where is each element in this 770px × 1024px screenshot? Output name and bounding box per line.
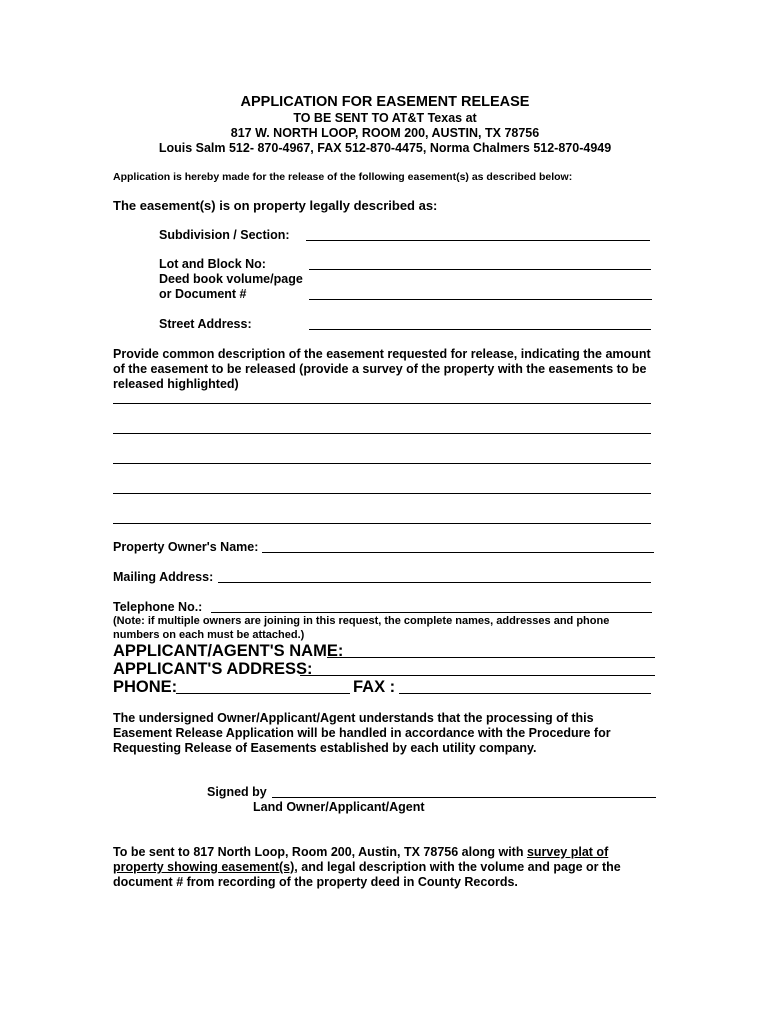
footer-text-1: To be sent to 817 North Loop, Room 200, Austin, TX 78756 along with	[113, 845, 527, 859]
telephone-field[interactable]	[211, 612, 652, 613]
fax-field[interactable]	[399, 693, 651, 694]
description-line-1: Provide common description of the easement requested for release, indicating the amount	[113, 347, 651, 361]
lot-block-label: Lot and Block No:	[159, 257, 266, 271]
understanding-line-2: Easement Release Application will be handled in accordance with the Procedure for	[113, 726, 611, 740]
send-to-line: TO BE SENT TO AT&T Texas at	[293, 111, 477, 125]
understanding-line-3: Requesting Release of Easements established by each utility company.	[113, 741, 537, 755]
intro-text: Application is hereby made for the release of the following easement(s) as described below:	[113, 171, 573, 183]
footer-underlined-2: property showing easement(s)	[113, 860, 295, 874]
address-line: 817 W. NORTH LOOP, ROOM 200, AUSTIN, TX 78756	[230, 126, 540, 140]
deed-label-1: Deed book volume/page	[159, 272, 303, 286]
subdivision-label: Subdivision / Section:	[159, 228, 290, 242]
signed-by-label: Signed by	[207, 785, 267, 799]
signature-role-label: Land Owner/Applicant/Agent	[253, 800, 425, 814]
phone-label: PHONE:	[113, 678, 178, 696]
description-field-3[interactable]	[113, 463, 651, 464]
footer-line-1	[113, 845, 608, 859]
fax-label: FAX :	[353, 678, 396, 696]
description-field-1[interactable]	[113, 403, 651, 404]
applicant-name-field[interactable]	[327, 657, 655, 658]
applicant-address-label: APPLICANT'S ADDRESS:	[113, 660, 313, 678]
mailing-address-label: Mailing Address:	[113, 570, 214, 584]
owners-note-line-1: (Note: if multiple owners are joining in this request, the complete names, addresses and phone	[113, 615, 610, 627]
lot-block-field[interactable]	[309, 269, 651, 270]
subdivision-field[interactable]	[306, 240, 650, 241]
contact-line: Louis Salm 512- 870-4967, FAX 512-870-4475, Norma Chalmers 512-870-4949	[158, 141, 612, 155]
deed-label-2: or Document #	[159, 287, 247, 301]
footer-line-3: document # from recording of the property deed in County Records.	[113, 875, 518, 889]
owner-name-label: Property Owner's Name:	[113, 540, 259, 554]
deed-document-field[interactable]	[309, 299, 652, 300]
owners-note-line-2: numbers on each must be attached.)	[113, 629, 305, 641]
signature-field[interactable]	[272, 797, 656, 798]
description-field-2[interactable]	[113, 433, 651, 434]
mailing-address-field[interactable]	[218, 582, 651, 583]
phone-field[interactable]	[176, 693, 350, 694]
footer-line-2	[113, 860, 621, 874]
page-title: APPLICATION FOR EASEMENT RELEASE	[240, 94, 530, 110]
owner-name-field[interactable]	[262, 552, 654, 553]
description-field-5[interactable]	[113, 523, 651, 524]
applicant-address-field[interactable]	[300, 675, 655, 676]
description-line-3: released highlighted)	[113, 377, 239, 391]
description-line-2: of the easement to be released (provide a survey of the property with the easements to be	[113, 362, 647, 376]
street-address-field[interactable]	[309, 329, 651, 330]
footer-underlined-1: survey plat of	[526, 845, 609, 859]
telephone-label: Telephone No.:	[113, 600, 203, 614]
footer-text-2: , and legal description with the volume and page or the	[294, 860, 621, 874]
applicant-name-label: APPLICANT/AGENT'S NAME:	[113, 642, 344, 660]
legal-heading: The easement(s) is on property legally described as:	[113, 198, 438, 213]
description-field-4[interactable]	[113, 493, 651, 494]
street-address-label: Street Address:	[159, 317, 252, 331]
understanding-line-1: The undersigned Owner/Applicant/Agent understands that the processing of this	[113, 711, 594, 725]
